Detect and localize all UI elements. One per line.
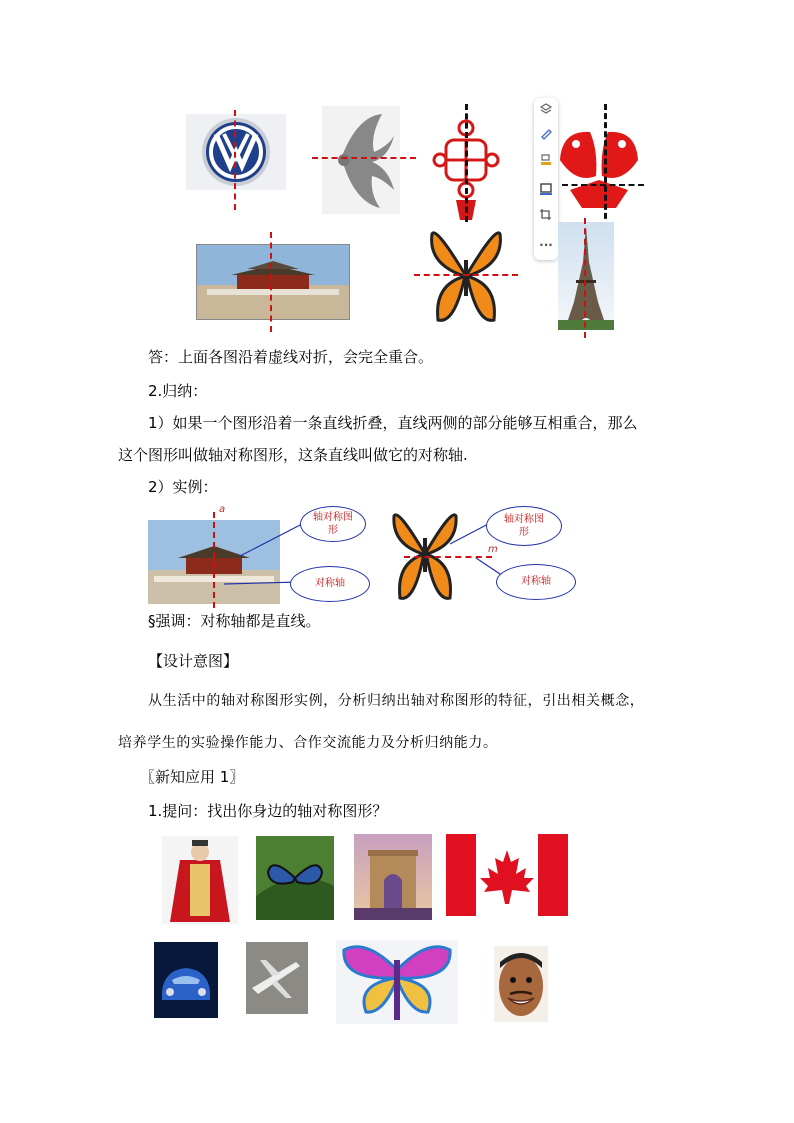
gallery-blue-car bbox=[154, 942, 218, 1018]
gallery-airplane bbox=[246, 942, 308, 1014]
definition-line2: 这个图形叫做轴对称图形，这条直线叫做它的对称轴. bbox=[118, 446, 468, 464]
gallery-canada-flag bbox=[446, 834, 568, 916]
gallery-kite bbox=[336, 940, 458, 1024]
question-text: 1.提问：找出你身边的轴对称图形？ bbox=[148, 802, 388, 820]
example-butterfly-axis bbox=[404, 556, 492, 558]
answer-text: 答：上面各图沿着虚线对折，会完全重合。 bbox=[148, 348, 434, 366]
examples-heading: 2）实例： bbox=[148, 478, 218, 496]
axis-a-label: a bbox=[219, 504, 226, 515]
new-app-heading: 〖新知应用 1〗 bbox=[140, 768, 245, 786]
gallery-smiling-face bbox=[494, 946, 548, 1022]
more-icon[interactable]: ··· bbox=[539, 238, 553, 252]
design-heading: 【设计意图】 bbox=[148, 652, 239, 670]
gallery-arc-de-triomphe bbox=[354, 834, 432, 920]
callout-axis-left: 对称轴 bbox=[290, 566, 370, 602]
callout-figure-left: 轴对称图 形 bbox=[300, 506, 366, 542]
design-line1: 从生活中的轴对称图形实例，分析归纳出轴对称图形的特征，引出相关概念， bbox=[148, 693, 645, 709]
callout-axis-right: 对称轴 bbox=[496, 564, 576, 600]
gallery-butterfly-on-leaf bbox=[256, 836, 334, 920]
section2-heading: 2.归纳： bbox=[148, 382, 208, 400]
definition-line1: 1）如果一个图形沿着一条直线折叠，直线两侧的部分能够互相重合，那么 bbox=[148, 414, 638, 432]
callout-figure-right: 轴对称图 形 bbox=[486, 506, 562, 546]
gallery-figure-in-robe bbox=[162, 836, 238, 924]
axis-m-label: m bbox=[488, 544, 498, 555]
design-line2: 培养学生的实验操作能力、合作交流能力及分析归纳能力。 bbox=[118, 735, 498, 751]
emphasis-text: §强调：对称轴都是直线。 bbox=[148, 612, 321, 630]
